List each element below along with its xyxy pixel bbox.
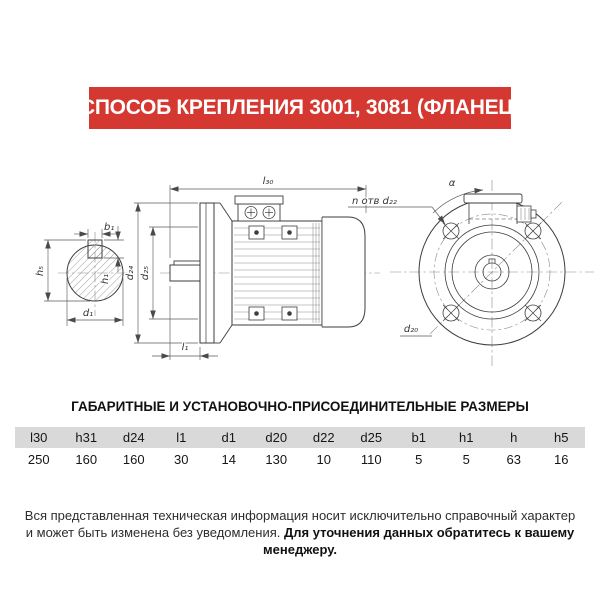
col-header: d1 <box>221 430 236 445</box>
col-header: d20 <box>265 430 288 445</box>
label-l1: l₁ <box>181 342 189 353</box>
col-header: l30 <box>30 430 48 445</box>
col-header: b1 <box>411 430 426 445</box>
label-d1: d₁ <box>82 308 94 319</box>
dimension-value: 160 <box>75 451 98 467</box>
label-h5: h₅ <box>35 265 46 277</box>
dimension-value: 5 <box>415 451 423 467</box>
banner-title: СПОСОБ КРЕПЛЕНИЯ 3001, 3081 (ФЛАНЕЦ) <box>80 96 521 119</box>
disclaimer-line1: Вся представленная техническая информация носит исключительно справочный характер <box>24 508 576 523</box>
label-n-otv-d22: n отв d₂₂ <box>352 196 397 207</box>
col-header: h1 <box>459 430 474 445</box>
dimensions-table <box>15 427 585 470</box>
motor-side-view <box>125 176 380 360</box>
fan-cowl <box>322 217 365 327</box>
label-l30: l₃₀ <box>262 176 274 187</box>
dimension-value: 5 <box>462 451 470 467</box>
dimension-value: 160 <box>122 451 145 467</box>
col-header: d22 <box>312 430 335 445</box>
disclaimer-line2: и может быть изменена без уведомления. Для уточнения данных обратитесь к вашему менеджеру. <box>25 525 575 557</box>
label-b1: b₁ <box>104 222 115 233</box>
dimension-value: 63 <box>506 451 521 467</box>
dimension-value: 250 <box>27 451 50 467</box>
dimension-value: 130 <box>265 451 288 467</box>
leader-n-otv-d22 <box>348 207 445 224</box>
col-header: h <box>510 430 518 445</box>
label-d24: d₂₄ <box>125 265 136 281</box>
dimension-value: 16 <box>554 451 569 467</box>
col-header: h5 <box>554 430 569 445</box>
label-h1: h₁ <box>100 273 111 285</box>
dimension-value: 10 <box>316 451 331 467</box>
table-header-row <box>15 427 585 448</box>
label-d20: d₂₀ <box>403 324 419 335</box>
dimensions-title: ГАБАРИТНЫЕ И УСТАНОВОЧНО-ПРИСОЕДИНИТЕЛЬНЫЕ РАЗМЕРЫ <box>71 399 529 414</box>
col-header: d24 <box>122 430 145 445</box>
dimension-value: 110 <box>360 451 382 467</box>
label-d25: d₂₅ <box>140 265 151 281</box>
shaft-section-view <box>35 222 132 326</box>
dimension-value: 14 <box>221 451 236 467</box>
label-alpha: α <box>448 178 456 189</box>
col-header: l1 <box>176 430 187 445</box>
table-values-row <box>15 448 585 470</box>
flange-front-view <box>348 178 594 366</box>
terminal-box-front <box>464 194 536 224</box>
disclaimer <box>0 507 600 558</box>
col-header: d25 <box>360 430 383 445</box>
terminal-box-side <box>235 196 283 221</box>
col-header: h31 <box>75 430 98 445</box>
dimension-value: 30 <box>174 451 189 467</box>
